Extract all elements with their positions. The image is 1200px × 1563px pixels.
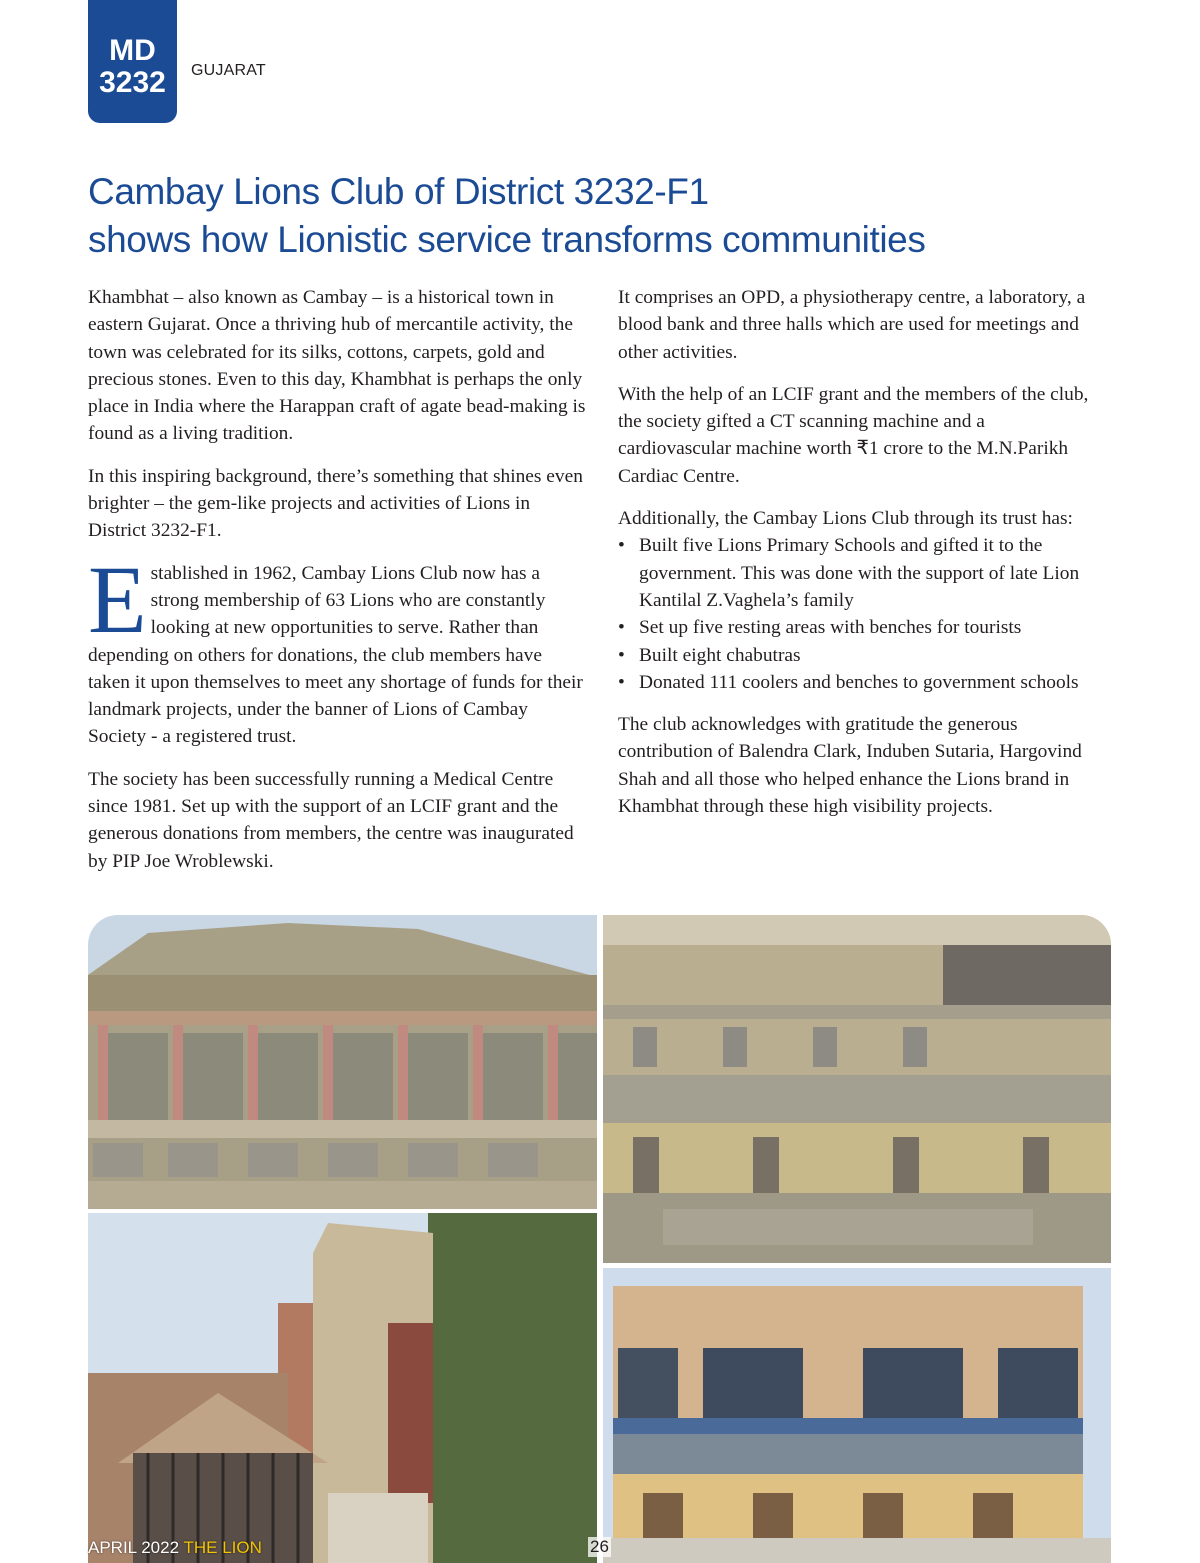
paragraph: The society has been successfully running a Medical Centre since 1981. Set up with the support of an LCIF grant and the generous donations from members, the centre was inaugurated by PIP Joe Wroblewski. — [88, 768, 574, 872]
hostel-building-photo — [603, 1268, 1111, 1563]
title-line-1: Cambay Lions Club of District 3232-F1 — [88, 171, 709, 212]
paragraph: The club acknowledges with gratitude the generous contribution of Balendra Clark, Induben Sutaria, Hargovind Shah and all those who helped enhance the Lions brand in Khambhat through these high visibility projects. — [618, 714, 1082, 818]
list-item: • Donated 111 coolers and benches to government schools — [618, 669, 1098, 696]
list-item: • Built five Lions Primary Schools and gifted it to the government. This was done with the support of late Lion Kantilal Z.Vaghela’s family — [618, 532, 1098, 614]
paragraph: In this inspiring background, there’s something that shines even brighter – the gem-like projects and activities of Lions in District 3232-F1. — [88, 465, 583, 542]
paragraph-with-dropcap — [88, 545, 588, 751]
school-building-photo — [88, 915, 597, 1209]
section-label: GUJARAT — [191, 62, 266, 79]
drop-cap: E — [88, 545, 147, 653]
paragraph: Additionally, the Cambay Lions Club through its trust has: — [618, 508, 1073, 530]
title-line-2: shows how Lionistic service transforms communities — [88, 219, 926, 260]
paragraph: It comprises an OPD, a physiotherapy centre, a laboratory, a blood bank and three halls which are used for meetings and other activities. — [618, 287, 1086, 363]
magazine-name: THE LION — [183, 1538, 262, 1557]
paragraph: With the help of an LCIF grant and the members of the club, the society gifted a CT scanning machine and a cardiovascular machine worth ₹1 crore to the M.N.Parikh Cardiac Centre. — [618, 383, 1089, 487]
left-column — [88, 284, 588, 890]
footer-month: APRIL 2022 — [88, 1538, 180, 1557]
list-item: • Set up five resting areas with benches for tourists — [618, 614, 1098, 641]
badge-line-2: 3232 — [99, 66, 166, 99]
list-item: • Built eight chabutras — [618, 642, 1098, 669]
paragraph: Khambhat – also known as Cambay – is a historical town in eastern Gujarat. Once a thriving hub of mercantile activity, the town was celebrated for its silks, cottons, carpets, gold and precious stones. Even to this day, Khambhat is perhaps the only place in India where the Harappan craft of agate bead-making is found as a living tradition. — [88, 287, 586, 445]
page-number: 26 — [590, 1537, 609, 1556]
project-list — [618, 532, 1098, 696]
girls-school-photo — [603, 915, 1111, 1263]
school-gate-photo — [88, 1213, 597, 1563]
badge-line-1: MD — [109, 34, 156, 67]
footer-issue — [88, 1538, 262, 1558]
right-column — [618, 284, 1098, 835]
district-badge — [88, 0, 177, 123]
article-title — [88, 168, 1128, 264]
paragraph-text: stablished in 1962, Cambay Lions Club now has a strong membership of 63 Lions who are constantly looking at new opportunities to serve. Rather than depending on others for donations, the club members have taken it upon themselves to meet any shortage of funds for their landmark projects, under the banner of Lions of Cambay Society - a registered trust. — [88, 562, 583, 748]
